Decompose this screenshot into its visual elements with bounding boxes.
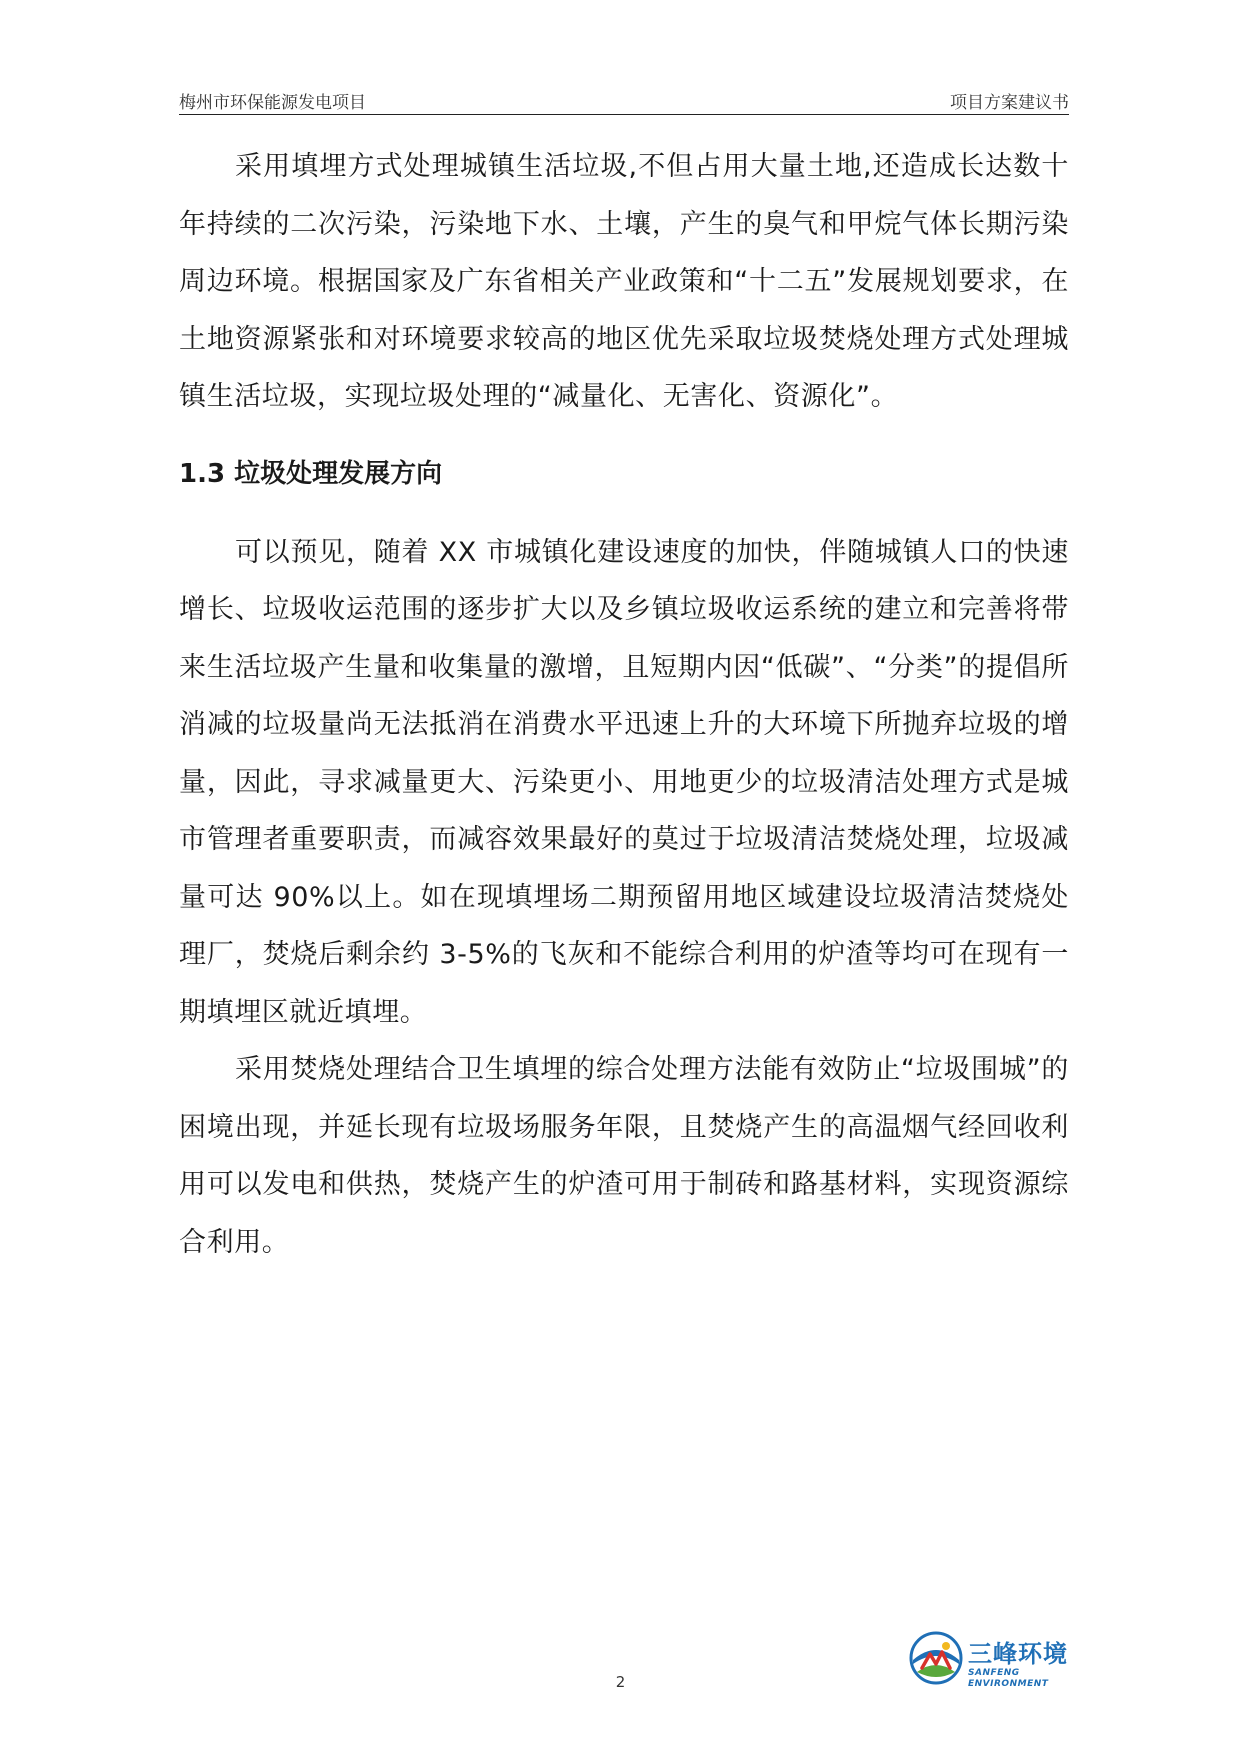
page-header [179,84,1069,115]
company-logo [908,1630,1088,1700]
logo-chinese-name: 三峰环境 [968,1640,1068,1668]
section-heading: 1.3 垃圾处理发展方向 [179,458,443,489]
page-number: 2 [615,1673,626,1691]
paragraph-combined-treatment: 采用焚烧处理结合卫生填埋的综合处理方法能有效防止“垃圾围城”的困境出现，并延长现有垃圾场服务年限，且焚烧产生的高温烟气经回收利用可以发电和供热，焚烧产生的炉渣可用于制砖和路基材料，实现资源综合利用。 [179,1054,1069,1258]
logo-english-line1: SANFENG [968,1668,1020,1678]
paragraph-landfill-problem: 采用填埋方式处理城镇生活垃圾,不但占用大量土地,还造成长达数十年持续的二次污染，污染地下水、土壤，产生的臭气和甲烷气体长期污染周边环境。根据国家及广东省相关产业政策和“十二五”发展规划要求，在土地资源紧张和对环境要求较高的地区优先采取垃圾焚烧处理方式处理城镇生活垃圾，实现垃圾处理的“减量化、无害化、资源化”。 [179,151,1069,412]
logo-emblem-icon [908,1630,964,1686]
logo-english-line2: ENVIRONMENT [968,1679,1049,1689]
header-project-title: 梅州市环保能源发电项目 [179,93,366,113]
paragraph-development-direction: 可以预见，随着 XX 市城镇化建设速度的加快，伴随城镇人口的快速增长、垃圾收运范围的逐步扩大以及乡镇垃圾收运系统的建立和完善将带来生活垃圾产生量和收集量的激增，且短期内因“低碳”、“分类”的提倡所消减的垃圾量尚无法抵消在消费水平迅速上升的大环境下所抛弃垃圾的增量，因此，寻求减量更大、污染更小、用地更少的垃圾清洁处理方式是城市管理者重要职责，而减容效果最好的莫过于垃圾清洁焚烧处理，垃圾减量可达 90%以上。如在现填埋场二期预留用地区域建设垃圾清洁焚烧处理厂，焚烧后剩余约 3-5%的飞灰和不能综合利用的炉渣等均可在现有一期填埋区就近填埋。 [179,536,1069,1028]
document-body [179,138,1069,1271]
header-document-type: 项目方案建议书 [950,93,1069,113]
